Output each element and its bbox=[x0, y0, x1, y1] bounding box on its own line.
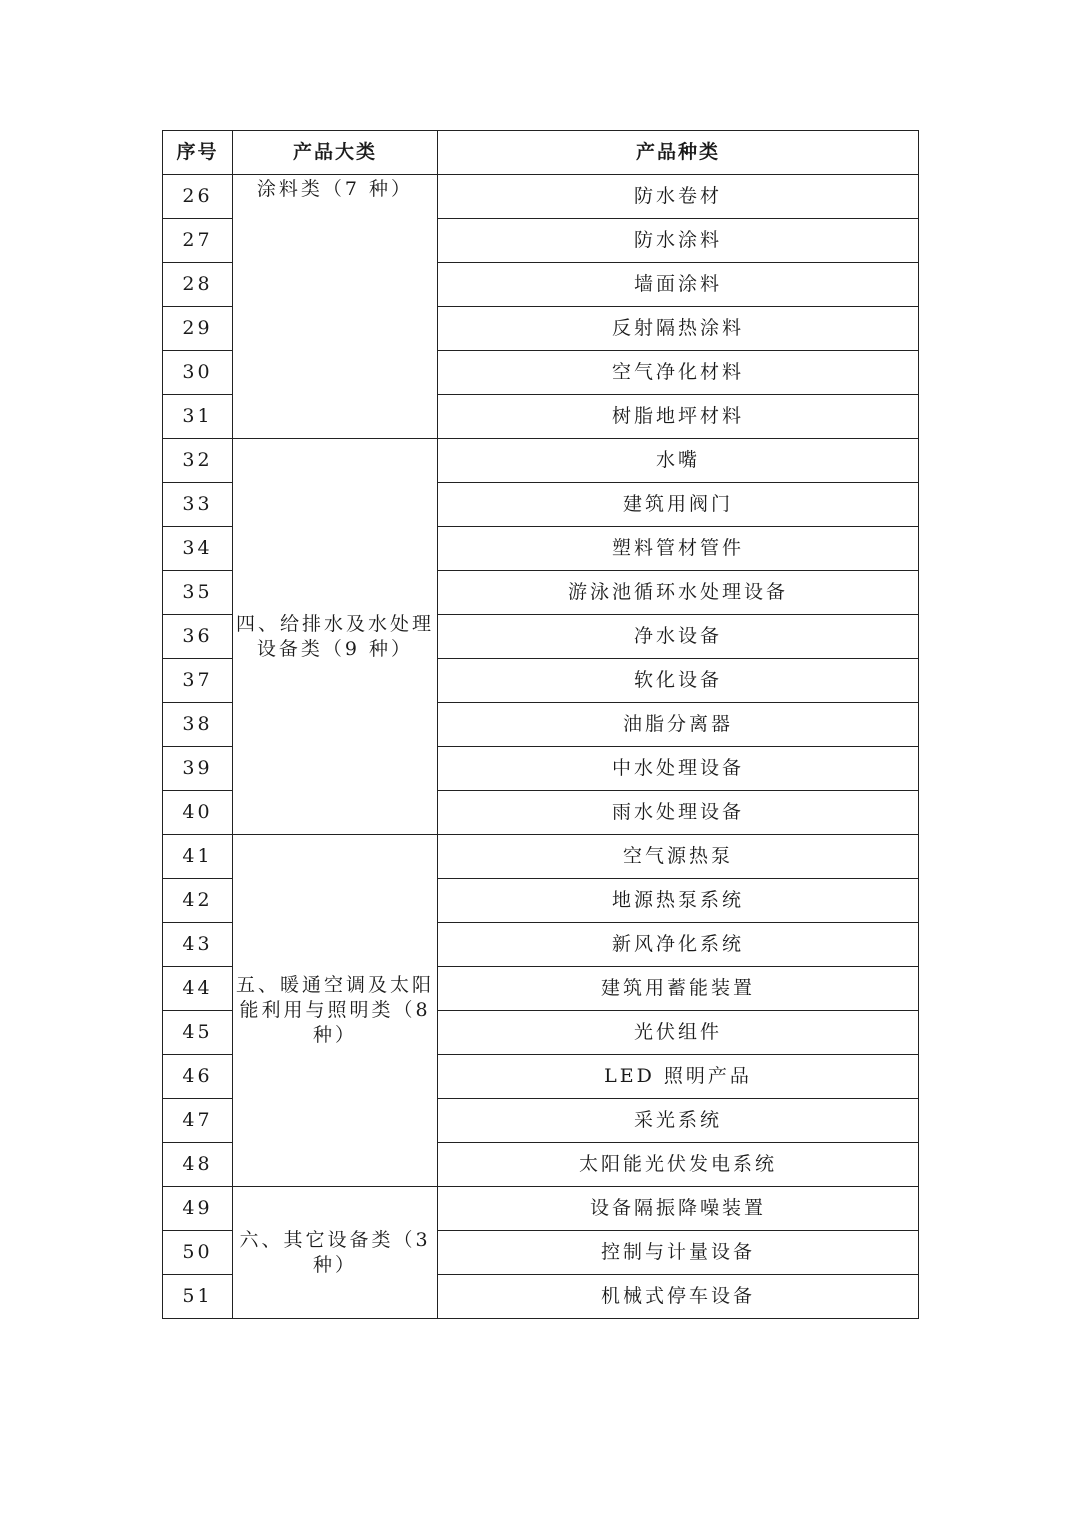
row-number: 37 bbox=[163, 659, 233, 703]
category-hvac-solar-lighting: 五、暖通空调及太阳能利用与照明类（8 种） bbox=[233, 835, 438, 1187]
row-number: 35 bbox=[163, 571, 233, 615]
header-row bbox=[163, 131, 919, 175]
row-number: 39 bbox=[163, 747, 233, 791]
product-kind: 软化设备 bbox=[438, 659, 919, 703]
product-kind: 游泳池循环水处理设备 bbox=[438, 571, 919, 615]
category-water-treatment: 四、给排水及水处理设备类（9 种） bbox=[233, 439, 438, 835]
row-number: 45 bbox=[163, 1011, 233, 1055]
row-number: 49 bbox=[163, 1187, 233, 1231]
product-kind: 空气净化材料 bbox=[438, 351, 919, 395]
product-kind: 净水设备 bbox=[438, 615, 919, 659]
row-number: 43 bbox=[163, 923, 233, 967]
row-number: 47 bbox=[163, 1099, 233, 1143]
product-kind: 地源热泵系统 bbox=[438, 879, 919, 923]
product-kind: 光伏组件 bbox=[438, 1011, 919, 1055]
table-row bbox=[163, 835, 919, 879]
product-kind: 建筑用蓄能装置 bbox=[438, 967, 919, 1011]
row-number: 34 bbox=[163, 527, 233, 571]
header-category: 产品大类 bbox=[233, 131, 438, 175]
product-table bbox=[162, 130, 919, 1319]
row-number: 42 bbox=[163, 879, 233, 923]
table-row bbox=[163, 439, 919, 483]
row-number: 38 bbox=[163, 703, 233, 747]
product-kind: 墙面涂料 bbox=[438, 263, 919, 307]
product-kind: 防水卷材 bbox=[438, 175, 919, 219]
row-number: 27 bbox=[163, 219, 233, 263]
row-number: 51 bbox=[163, 1275, 233, 1319]
category-other-equipment: 六、其它设备类（3 种） bbox=[233, 1187, 438, 1319]
row-number: 32 bbox=[163, 439, 233, 483]
product-kind: 防水涂料 bbox=[438, 219, 919, 263]
product-kind: 太阳能光伏发电系统 bbox=[438, 1143, 919, 1187]
row-number: 50 bbox=[163, 1231, 233, 1275]
product-kind: 设备隔振降噪装置 bbox=[438, 1187, 919, 1231]
product-kind: 塑料管材管件 bbox=[438, 527, 919, 571]
product-kind: 油脂分离器 bbox=[438, 703, 919, 747]
header-seq: 序号 bbox=[163, 131, 233, 175]
row-number: 26 bbox=[163, 175, 233, 219]
row-number: 46 bbox=[163, 1055, 233, 1099]
product-kind: 雨水处理设备 bbox=[438, 791, 919, 835]
row-number: 48 bbox=[163, 1143, 233, 1187]
product-kind: LED 照明产品 bbox=[438, 1055, 919, 1099]
row-number: 28 bbox=[163, 263, 233, 307]
product-kind: 反射隔热涂料 bbox=[438, 307, 919, 351]
product-kind: 控制与计量设备 bbox=[438, 1231, 919, 1275]
row-number: 36 bbox=[163, 615, 233, 659]
product-kind: 新风净化系统 bbox=[438, 923, 919, 967]
row-number: 44 bbox=[163, 967, 233, 1011]
row-number: 33 bbox=[163, 483, 233, 527]
row-number: 29 bbox=[163, 307, 233, 351]
product-kind: 空气源热泵 bbox=[438, 835, 919, 879]
category-coatings: 涂料类（7 种） bbox=[233, 175, 438, 439]
header-kind: 产品种类 bbox=[438, 131, 919, 175]
row-number: 41 bbox=[163, 835, 233, 879]
row-number: 40 bbox=[163, 791, 233, 835]
row-number: 30 bbox=[163, 351, 233, 395]
product-kind: 中水处理设备 bbox=[438, 747, 919, 791]
product-kind: 采光系统 bbox=[438, 1099, 919, 1143]
product-kind: 机械式停车设备 bbox=[438, 1275, 919, 1319]
row-number: 31 bbox=[163, 395, 233, 439]
table-row bbox=[163, 175, 919, 219]
product-kind: 水嘴 bbox=[438, 439, 919, 483]
product-kind: 建筑用阀门 bbox=[438, 483, 919, 527]
product-kind: 树脂地坪材料 bbox=[438, 395, 919, 439]
table-row bbox=[163, 1187, 919, 1231]
